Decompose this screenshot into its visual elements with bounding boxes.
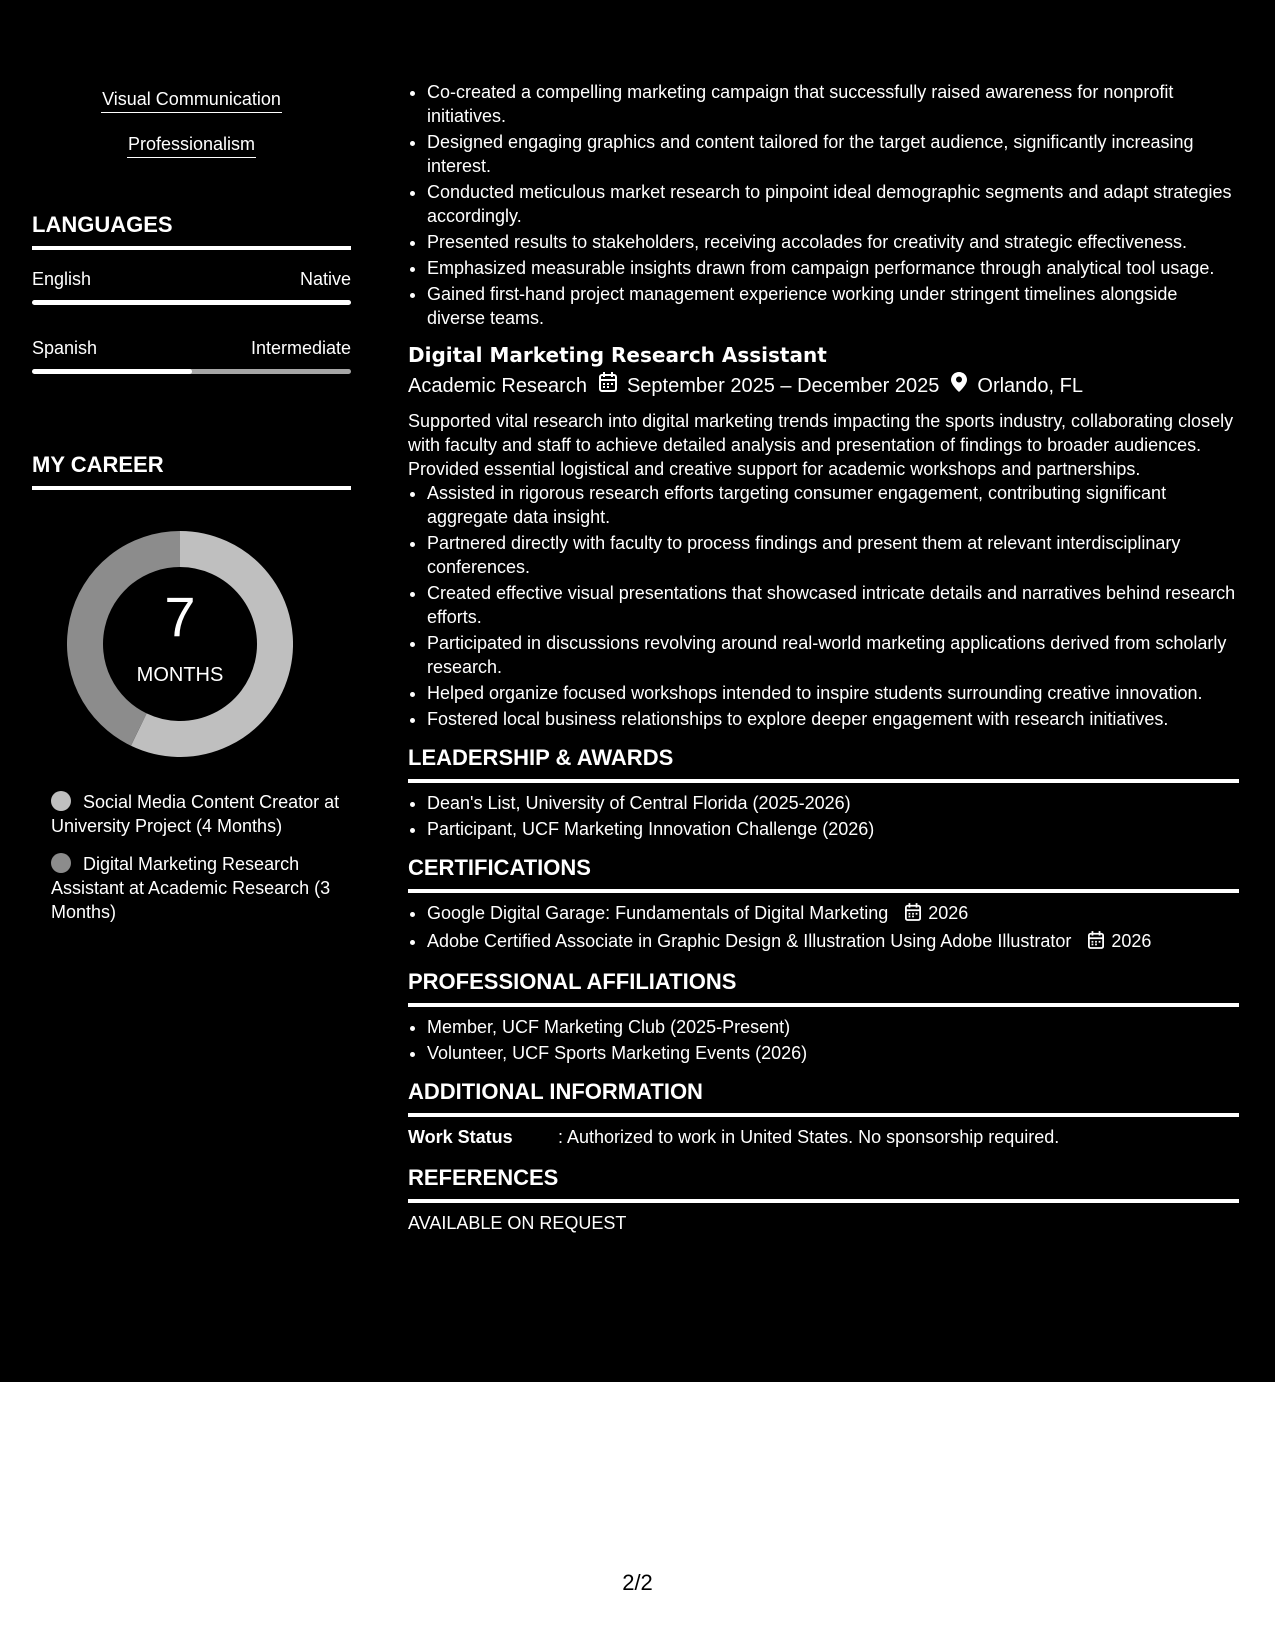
- bullet-item: • Co-created a compelling marketing campaign that successfully raised awareness for nonprofit initiatives.: [427, 80, 1239, 128]
- page-number: 2/2: [622, 1570, 653, 1595]
- job-org: Academic Research: [408, 374, 587, 397]
- list-item: • Member, UCF Marketing Club (2025-Present): [427, 1015, 1239, 1039]
- job-entry: [408, 342, 1239, 731]
- main-content: [408, 80, 1239, 1235]
- language-bar: [32, 300, 351, 305]
- heading-rule: [32, 486, 351, 490]
- leadership-list: [408, 791, 1239, 841]
- language-name: Spanish: [32, 338, 98, 358]
- certifications-list: [408, 901, 1239, 955]
- affiliations-list: [408, 1015, 1239, 1065]
- list-item: • Participant, UCF Marketing Innovation Challenge (2026): [427, 817, 1239, 841]
- section-heading: PROFESSIONAL AFFILIATIONS: [408, 969, 1239, 1007]
- legend-item: [51, 790, 341, 838]
- calendar-icon: [1088, 931, 1104, 955]
- list-item: • Dean's List, University of Central Florida (2025-2026): [427, 791, 1239, 815]
- career-unit: MONTHS: [136, 664, 224, 686]
- bullet-item: • Gained first-hand project management experience working under stringent timelines alongside diverse teams.: [427, 282, 1239, 330]
- section-heading: LEADERSHIP & AWARDS: [408, 745, 1239, 783]
- certification-item: [427, 901, 1239, 927]
- language-bar-fill: [32, 300, 351, 305]
- additional-section: [408, 1079, 1239, 1149]
- section-heading: CERTIFICATIONS: [408, 855, 1239, 893]
- leadership-section: [408, 745, 1239, 841]
- bullet-item: • Conducted meticulous market research to pinpoint ideal demographic segments and adapt strategies accordingly.: [427, 180, 1239, 228]
- bullet-item: • Designed engaging graphics and content tailored for the target audience, significantly increasing interest.: [427, 130, 1239, 178]
- references-section: [408, 1165, 1239, 1235]
- section-heading: REFERENCES: [408, 1165, 1239, 1203]
- bullet-item: • Assisted in rigorous research efforts targeting consumer engagement, contributing significant aggregate data insight.: [427, 481, 1239, 529]
- language-level: Native: [299, 269, 351, 289]
- location-pin-icon: [951, 372, 967, 399]
- job-description: Supported vital research into digital marketing trends impacting the sports industry, collaborating closely with faculty and staff to achieve detailed analysis and presentation of findings to broader audiences. Provided essential logistical and creative support for academic workshops and partnerships.: [408, 411, 1234, 479]
- languages-heading: LANGUAGES: [32, 212, 351, 238]
- skill-label: Professionalism: [127, 133, 256, 158]
- job-meta: [408, 372, 1239, 399]
- calendar-icon: [905, 903, 921, 927]
- calendar-icon: [599, 372, 617, 399]
- work-status: [408, 1125, 1239, 1149]
- legend-label: Digital Marketing Research Assistant at Academic Research (3 Months): [51, 854, 331, 922]
- legend-item: [51, 852, 341, 924]
- section-heading: ADDITIONAL INFORMATION: [408, 1079, 1239, 1117]
- legend-dot: [51, 791, 71, 811]
- certification-year: 2026: [928, 903, 969, 923]
- career-legend: [51, 790, 341, 938]
- legend-dot: [51, 853, 71, 873]
- job-location: Orlando, FL: [977, 374, 1083, 397]
- bullet-item: • Helped organize focused workshops intended to inspire students surrounding creative innovation.: [427, 681, 1239, 705]
- list-item: • Volunteer, UCF Sports Marketing Events (2026): [427, 1041, 1239, 1065]
- career-total: 7: [164, 585, 196, 648]
- skill-tag: [32, 88, 351, 113]
- certification-year: 2026: [1111, 931, 1152, 951]
- certification-name: Google Digital Garage: Fundamentals of Digital Marketing: [427, 903, 889, 923]
- bullet-item: • Participated in discussions revolving around real-world marketing applications derived from scholarly research.: [427, 631, 1239, 679]
- job-bullets: [408, 481, 1239, 731]
- bullet-item: • Partnered directly with faculty to process findings and present them at relevant interdisciplinary conferences.: [427, 531, 1239, 579]
- skill-label: Visual Communication: [101, 88, 282, 113]
- language-name: English: [32, 269, 92, 289]
- work-status-value: : Authorized to work in United States. No sponsorship required.: [558, 1127, 1060, 1147]
- bullet-item: • Created effective visual presentations that showcased intricate details and narratives behind research efforts.: [427, 581, 1239, 629]
- language-bar-fill: [32, 369, 192, 374]
- career-heading: MY CAREER: [32, 452, 351, 478]
- job-title: Digital Marketing Research Assistant: [408, 343, 827, 367]
- prev-job-bullets: [408, 80, 1239, 330]
- language-level: Intermediate: [250, 338, 351, 358]
- certification-name: Adobe Certified Associate in Graphic Design & Illustration Using Adobe Illustrator: [427, 931, 1072, 951]
- job-dates: September 2025 – December 2025: [626, 374, 940, 397]
- affiliations-section: [408, 969, 1239, 1065]
- certification-item: [427, 929, 1239, 955]
- legend-label: Social Media Content Creator at University Project (4 Months): [51, 792, 340, 836]
- references-text: AVAILABLE ON REQUEST: [408, 1213, 627, 1233]
- language-bar: [32, 369, 351, 374]
- bullet-item: • Emphasized measurable insights drawn from campaign performance through analytical tool usage.: [427, 256, 1239, 280]
- career-donut-chart: [67, 531, 293, 757]
- skill-tag: [32, 133, 351, 158]
- bullet-item: • Fostered local business relationships to explore deeper engagement with research initiatives.: [427, 707, 1239, 731]
- bullet-item: • Presented results to stakeholders, receiving accolades for creativity and strategic effectiveness.: [427, 230, 1239, 254]
- heading-rule: [32, 246, 351, 250]
- work-status-label: Work Status: [408, 1127, 513, 1147]
- certifications-section: [408, 855, 1239, 955]
